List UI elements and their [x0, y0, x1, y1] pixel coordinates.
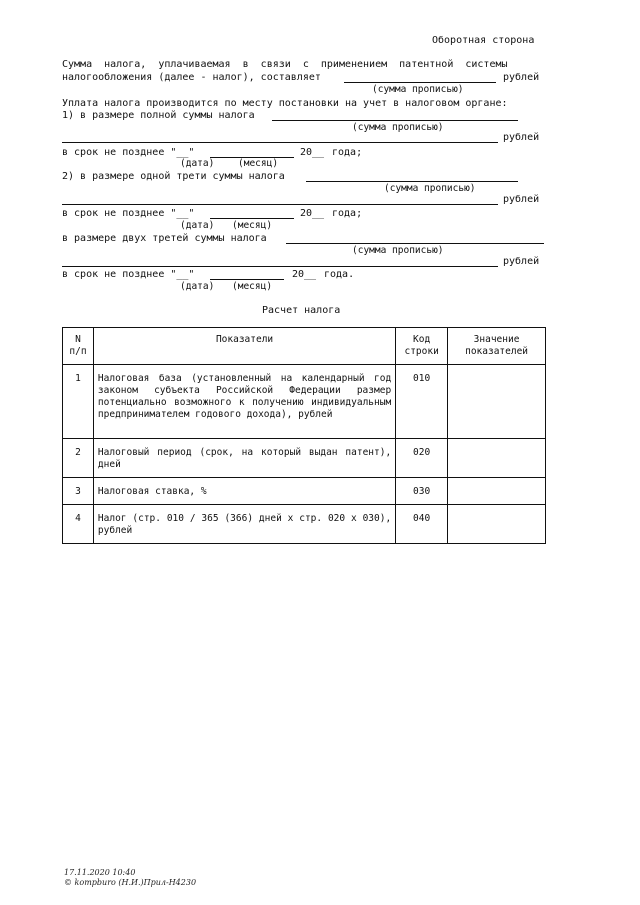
row-num: 3	[63, 478, 94, 505]
two-thirds-deadline-month[interactable]	[210, 279, 284, 280]
third-month-caption: (месяц)	[232, 220, 273, 231]
table-row	[63, 478, 546, 505]
rub-label: рублей	[503, 72, 540, 83]
row-value-cell[interactable]	[448, 505, 546, 544]
two-thirds-rub-label: рублей	[503, 256, 540, 267]
row-indicator: Налоговый период (срок, на который выдан патент), дней	[93, 439, 395, 478]
third-amount-caption: (сумма прописью)	[384, 183, 476, 194]
two-thirds-title: в размере двух третей суммы налога	[62, 233, 267, 244]
col-indicators-header: Показатели	[93, 328, 395, 365]
intro-line-2: налогообложения (далее - налог), составляет	[62, 72, 321, 83]
row-code: 020	[396, 439, 448, 478]
row-code: 040	[396, 505, 448, 544]
two-thirds-amount-field-cont[interactable]	[62, 266, 498, 267]
table-row	[63, 365, 546, 439]
row-code: 010	[396, 365, 448, 439]
tax-calc-table	[62, 327, 546, 544]
third-rub-label: рублей	[503, 194, 540, 205]
page-side-label: Оборотная сторона	[432, 35, 535, 46]
two-thirds-deadline-prefix: в срок не позднее "__"	[62, 269, 195, 280]
full-amount-title: 1) в размере полной суммы налога	[62, 110, 255, 121]
row-indicator: Налоговая база (установленный на календарный год законом субъекта Российской Федерации размер потенциально возможного к получению индивидуальным предпринимателем годового дохода), рублей	[93, 365, 395, 439]
footer-timestamp: 17.11.2020 10:40	[64, 868, 136, 877]
third-amount-field[interactable]	[306, 181, 518, 182]
row-value-cell[interactable]	[448, 439, 546, 478]
full-month-caption: (месяц)	[238, 158, 279, 169]
calc-title: Расчет налога	[262, 305, 341, 316]
table-row	[63, 505, 546, 544]
two-thirds-month-caption: (месяц)	[232, 281, 273, 292]
third-amount-field-cont[interactable]	[62, 204, 498, 205]
full-year-20: 20__	[300, 147, 325, 158]
row-num: 1	[63, 365, 94, 439]
col-code-header: Код строки	[396, 328, 448, 365]
full-amount-caption: (сумма прописью)	[352, 122, 444, 133]
intro-line-1: Сумма налога, уплачиваемая в связи с применением патентной системы	[62, 59, 508, 70]
third-date-caption: (дата)	[180, 220, 215, 231]
col-num-header: N п/п	[63, 328, 94, 365]
full-year-label: года;	[332, 147, 363, 158]
amount-caption: (сумма прописью)	[372, 84, 464, 95]
tax-amount-field[interactable]	[344, 82, 496, 83]
third-year-label: года;	[332, 208, 363, 219]
third-deadline-month[interactable]	[210, 218, 294, 219]
table-header-row	[63, 328, 546, 365]
third-title: 2) в размере одной трети суммы налога	[62, 171, 285, 182]
two-thirds-year-label: года.	[324, 269, 355, 280]
row-indicator: Налоговая ставка, %	[93, 478, 395, 505]
row-value-cell[interactable]	[448, 478, 546, 505]
two-thirds-amount-caption: (сумма прописью)	[352, 245, 444, 256]
two-thirds-amount-field[interactable]	[286, 243, 544, 244]
footer-copyright: © kompburo (Н.И.)Прил-Н4230	[64, 878, 197, 887]
full-deadline-prefix: в срок не позднее "__"	[62, 147, 195, 158]
row-indicator: Налог (стр. 010 / 365 (366) дней x стр. 020 x 030), рублей	[93, 505, 395, 544]
row-num: 4	[63, 505, 94, 544]
col-value-header: Значение показателей	[448, 328, 546, 365]
full-rub-label: рублей	[503, 132, 540, 143]
third-year-20: 20__	[300, 208, 325, 219]
two-thirds-date-caption: (дата)	[180, 281, 215, 292]
full-date-caption: (дата)	[180, 158, 215, 169]
full-amount-field-cont[interactable]	[62, 142, 498, 143]
row-code: 030	[396, 478, 448, 505]
row-value-cell[interactable]	[448, 365, 546, 439]
row-num: 2	[63, 439, 94, 478]
two-thirds-year-20: 20__	[292, 269, 317, 280]
table-row	[63, 439, 546, 478]
full-amount-field[interactable]	[272, 120, 518, 121]
payment-intro: Уплата налога производится по месту постановки на учет в налоговом органе:	[62, 98, 508, 109]
third-deadline-prefix: в срок не позднее "__"	[62, 208, 195, 219]
